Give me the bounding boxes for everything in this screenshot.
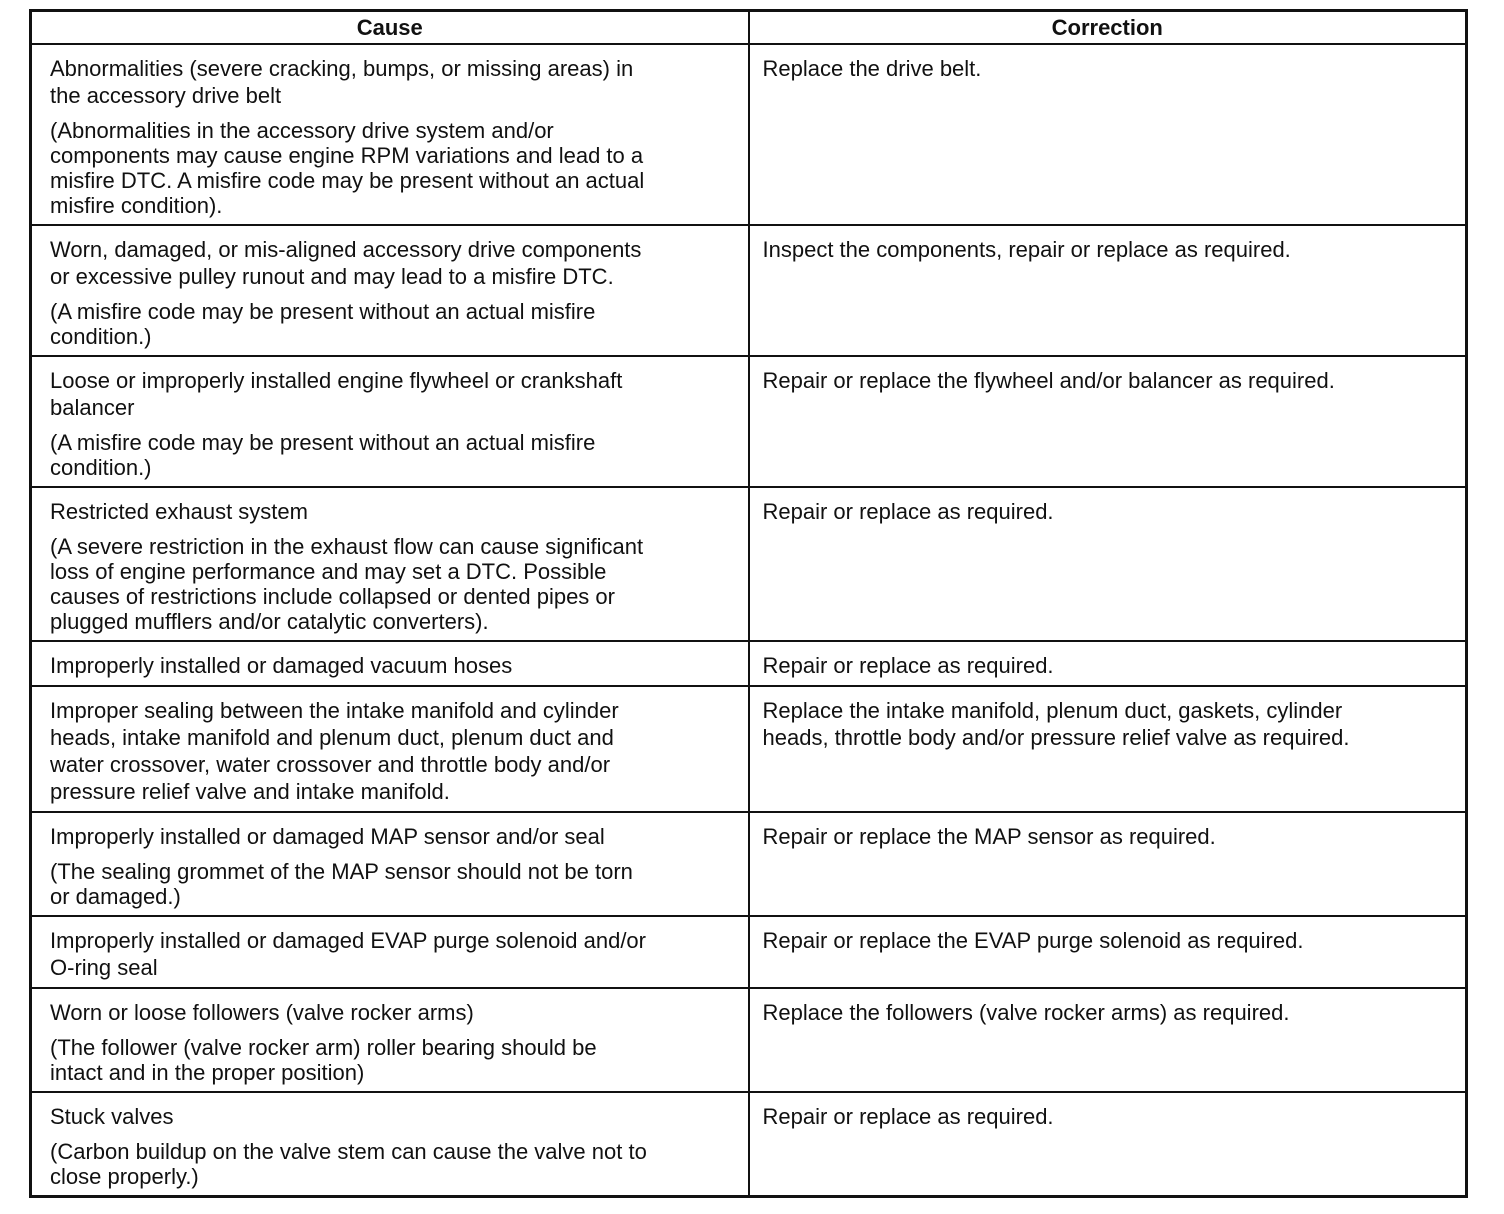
cause-text-line: Improperly installed or damaged EVAP purge solenoid and/or (50, 928, 646, 953)
cause-text-line: heads, intake manifold and plenum duct, plenum duct and (50, 725, 614, 750)
cause-note-line: close properly.) (50, 1164, 199, 1189)
cause-note-line: or damaged.) (50, 884, 181, 909)
correction-cell (749, 916, 1467, 988)
cause-cell (31, 487, 749, 641)
correction-text-line: Replace the drive belt. (762, 56, 982, 81)
correction-text-line: Inspect the components, repair or replace as required. (762, 237, 1291, 262)
cause-note-line: misfire DTC. A misfire code may be present without an actual (50, 168, 645, 193)
correction-text-line: Repair or replace the flywheel and/or balancer as required. (762, 368, 1335, 393)
cause-cell (31, 1092, 749, 1197)
correction-text-line: heads, throttle body and/or pressure relief valve as required. (762, 725, 1350, 750)
correction-text-line: Replace the intake manifold, plenum duct, gaskets, cylinder (762, 698, 1343, 723)
correction-cell (749, 487, 1467, 641)
cause-note-line: (A severe restriction in the exhaust flow can cause significant (50, 534, 644, 559)
cause-cell (31, 44, 749, 225)
correction-text-line: Replace the followers (valve rocker arms) as required. (762, 1000, 1290, 1025)
cause-text-line: Stuck valves (50, 1104, 174, 1129)
correction-text-line: Repair or replace the MAP sensor as required. (762, 824, 1216, 849)
cause-correction-table (29, 9, 1468, 1198)
correction-cell (749, 641, 1467, 686)
paragraph-gap (50, 109, 740, 118)
cause-text-line: Worn or loose followers (valve rocker arms) (50, 1000, 474, 1025)
table-header-row (31, 11, 1467, 45)
correction-text-line: Repair or replace as required. (762, 1104, 1054, 1129)
cause-note-line: condition.) (50, 455, 152, 480)
cause-cell (31, 356, 749, 487)
cause-text-line: Loose or improperly installed engine flywheel or crankshaft (50, 368, 623, 393)
cause-text-line: the accessory drive belt (50, 83, 282, 108)
paragraph-gap (50, 290, 740, 299)
paragraph-gap (50, 1130, 740, 1139)
cause-note-line: plugged mufflers and/or catalytic converters). (50, 609, 489, 634)
cause-column-header: Cause (31, 11, 749, 45)
cause-text-line: Improper sealing between the intake manifold and cylinder (50, 698, 619, 723)
table-row (31, 812, 1467, 916)
table-row (31, 641, 1467, 686)
paragraph-gap (50, 525, 740, 534)
cause-cell (31, 641, 749, 686)
correction-text-line: Repair or replace the EVAP purge solenoid as required. (762, 928, 1304, 953)
table-row (31, 487, 1467, 641)
cause-cell (31, 686, 749, 812)
correction-cell (749, 988, 1467, 1092)
paragraph-gap (50, 421, 740, 430)
table-row (31, 988, 1467, 1092)
paragraph-gap (50, 1026, 740, 1035)
correction-cell (749, 44, 1467, 225)
cause-text-line: Worn, damaged, or mis-aligned accessory drive components (50, 237, 642, 262)
cause-cell (31, 812, 749, 916)
cause-note-line: (A misfire code may be present without an actual misfire (50, 299, 596, 324)
correction-cell (749, 812, 1467, 916)
cause-note-line: (The sealing grommet of the MAP sensor should not be torn (50, 859, 633, 884)
cause-note-line: components may cause engine RPM variations and lead to a (50, 143, 644, 168)
cause-text-line: Abnormalities (severe cracking, bumps, or missing areas) in (50, 56, 634, 81)
cause-text-line: pressure relief valve and intake manifold. (50, 779, 450, 804)
correction-cell (749, 1092, 1467, 1197)
table-row (31, 225, 1467, 356)
table-row (31, 44, 1467, 225)
cause-note-line: (Abnormalities in the accessory drive system and/or (50, 118, 554, 143)
cause-text-line: Improperly installed or damaged vacuum hoses (50, 653, 513, 678)
correction-cell (749, 686, 1467, 812)
cause-text-line: O-ring seal (50, 955, 158, 980)
cause-note-line: loss of engine performance and may set a DTC. Possible (50, 559, 607, 584)
cause-cell (31, 225, 749, 356)
cause-note-line: (The follower (valve rocker arm) roller bearing should be (50, 1035, 597, 1060)
cause-note-line: intact and in the proper position) (50, 1060, 365, 1085)
correction-text-line: Repair or replace as required. (762, 499, 1054, 524)
cause-note-line: condition.) (50, 324, 152, 349)
cause-text-line: Restricted exhaust system (50, 499, 308, 524)
cause-note-line: causes of restrictions include collapsed or dented pipes or (50, 584, 615, 609)
cause-cell (31, 916, 749, 988)
cause-text-line: or excessive pulley runout and may lead to a misfire DTC. (50, 264, 614, 289)
table-row (31, 356, 1467, 487)
table-row (31, 1092, 1467, 1197)
table-row (31, 916, 1467, 988)
cause-note-line: misfire condition). (50, 193, 223, 218)
cause-text-line: water crossover, water crossover and throttle body and/or (50, 752, 611, 777)
cause-text-line: Improperly installed or damaged MAP sensor and/or seal (50, 824, 605, 849)
correction-text-line: Repair or replace as required. (762, 653, 1054, 678)
diagnostic-table-container (29, 9, 1465, 1198)
paragraph-gap (50, 850, 740, 859)
cause-note-line: (Carbon buildup on the valve stem can cause the valve not to (50, 1139, 647, 1164)
correction-column-header: Correction (749, 11, 1467, 45)
table-body (31, 44, 1467, 1197)
cause-cell (31, 988, 749, 1092)
cause-text-line: balancer (50, 395, 135, 420)
correction-cell (749, 356, 1467, 487)
cause-note-line: (A misfire code may be present without an actual misfire (50, 430, 596, 455)
correction-cell (749, 225, 1467, 356)
table-row (31, 686, 1467, 812)
